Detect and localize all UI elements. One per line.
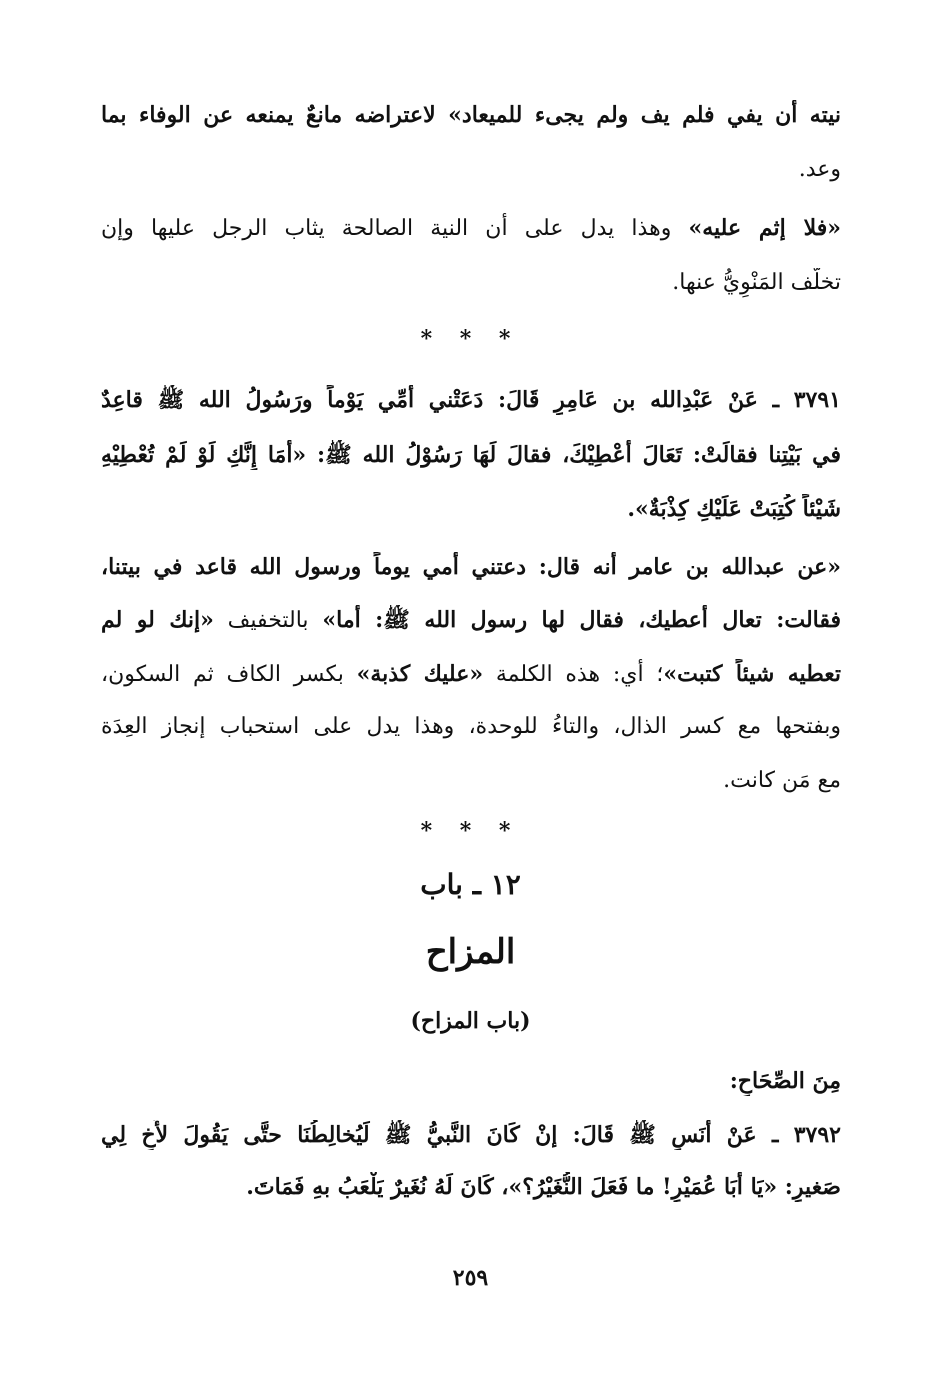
chapter-subtitle: (باب المزاح): [410, 1008, 531, 1034]
commentary-quote-a: فقالت: تعال أعطيك، فقال لها رسول الله ﷺ: أما»: [322, 607, 841, 633]
commentary-quote-c: تعطيه شيئاً كتبت»: [663, 661, 841, 687]
separator-1: * * *: [420, 326, 521, 352]
commentary-3791-line2: [101, 605, 841, 636]
hadith-3792-line1: ٣٧٩٢ ـ عَنْ أَنَسٍ ﷺ قَالَ: إنْ كَانَ النَّبيُّ ﷺ لَيُخالِطُنَا حتَّى يَقُولَ لأَخٍ لِي: [101, 1122, 841, 1148]
commentary-text-c: بكسر الكاف ثم السكون،: [101, 662, 357, 687]
para1-line2: وعد.: [798, 157, 841, 182]
section-label: مِنَ الصِّحَاحِ:: [729, 1068, 841, 1094]
commentary-3791-line4: وبفتحها مع كسر الذال، والتاءُ للوحدة، وهذا يدل على استحباب إنجاز العِدَة: [101, 714, 841, 739]
separator-2: * * *: [420, 818, 521, 844]
commentary-text-b: ؛ أي: هذه الكلمة: [483, 662, 664, 687]
commentary-quote-b: «إنك لو لم: [101, 607, 214, 633]
para1-line1: نيته أن يفي فلم يف ولم يجىء للميعاد» لاعتراضه مانعٌ يمنعه عن الوفاء بما: [101, 102, 841, 128]
commentary-quote-d: «عليك كذبة»: [356, 661, 484, 687]
commentary-text-a: بالتخفيف: [213, 608, 323, 633]
hadith-3791-line2: في بَيْتِنا فقالَتْ: تَعَالَ أُعْطِيْكَ، فقالَ لَهَا رَسُوْلُ الله ﷺ: «أَمَا إِنَّكِ لَوْ لَمْ تُعْطِيْهِ: [101, 442, 841, 468]
hadith-3791-line1: ٣٧٩١ ـ عَنْ عَبْدِالله بن عَامِرٍ قَالَ: دَعَتْني أُمِّي يَوْماً ورَسُولُ الله ﷺ قاعِدٌ: [101, 387, 841, 413]
page-number: ٢٥٩: [452, 1265, 489, 1291]
hadith-3792-line2: صَغيرٍ: «يَا أَبَا عُمَيْرٍ! ما فَعَلَ النُّغَيْرُ؟»، كَانَ لَهُ نُغَيرٌ يَلْعَبُ بهِ فَمَاتَ.: [246, 1174, 841, 1200]
commentary-3791-line5: مع مَن كانت.: [723, 768, 841, 793]
hadith-3791-line3: شَيْئاً كُتِبَتْ عَلَيْكِ كِذْبَةٌ».: [627, 496, 841, 522]
para2-text: وهذا يدل على أن النية الصالحة يثاب الرجل عليها وإن: [101, 216, 689, 241]
commentary-3791-line1: «عن عبدالله بن عامر أنه قال: دعتني أمي يوماً ورسول الله قاعد في بيتنا،: [101, 554, 841, 580]
chapter-title: المزاح: [425, 932, 516, 972]
chapter-number: ١٢ ـ باب: [420, 868, 521, 901]
para2-line1: [101, 213, 841, 244]
para2-line2: تخلَّف المَنْوِيُّ عنها.: [672, 270, 841, 295]
commentary-3791-line3: [101, 659, 841, 690]
para2-quote: «فلا إثم عليه»: [688, 215, 841, 241]
